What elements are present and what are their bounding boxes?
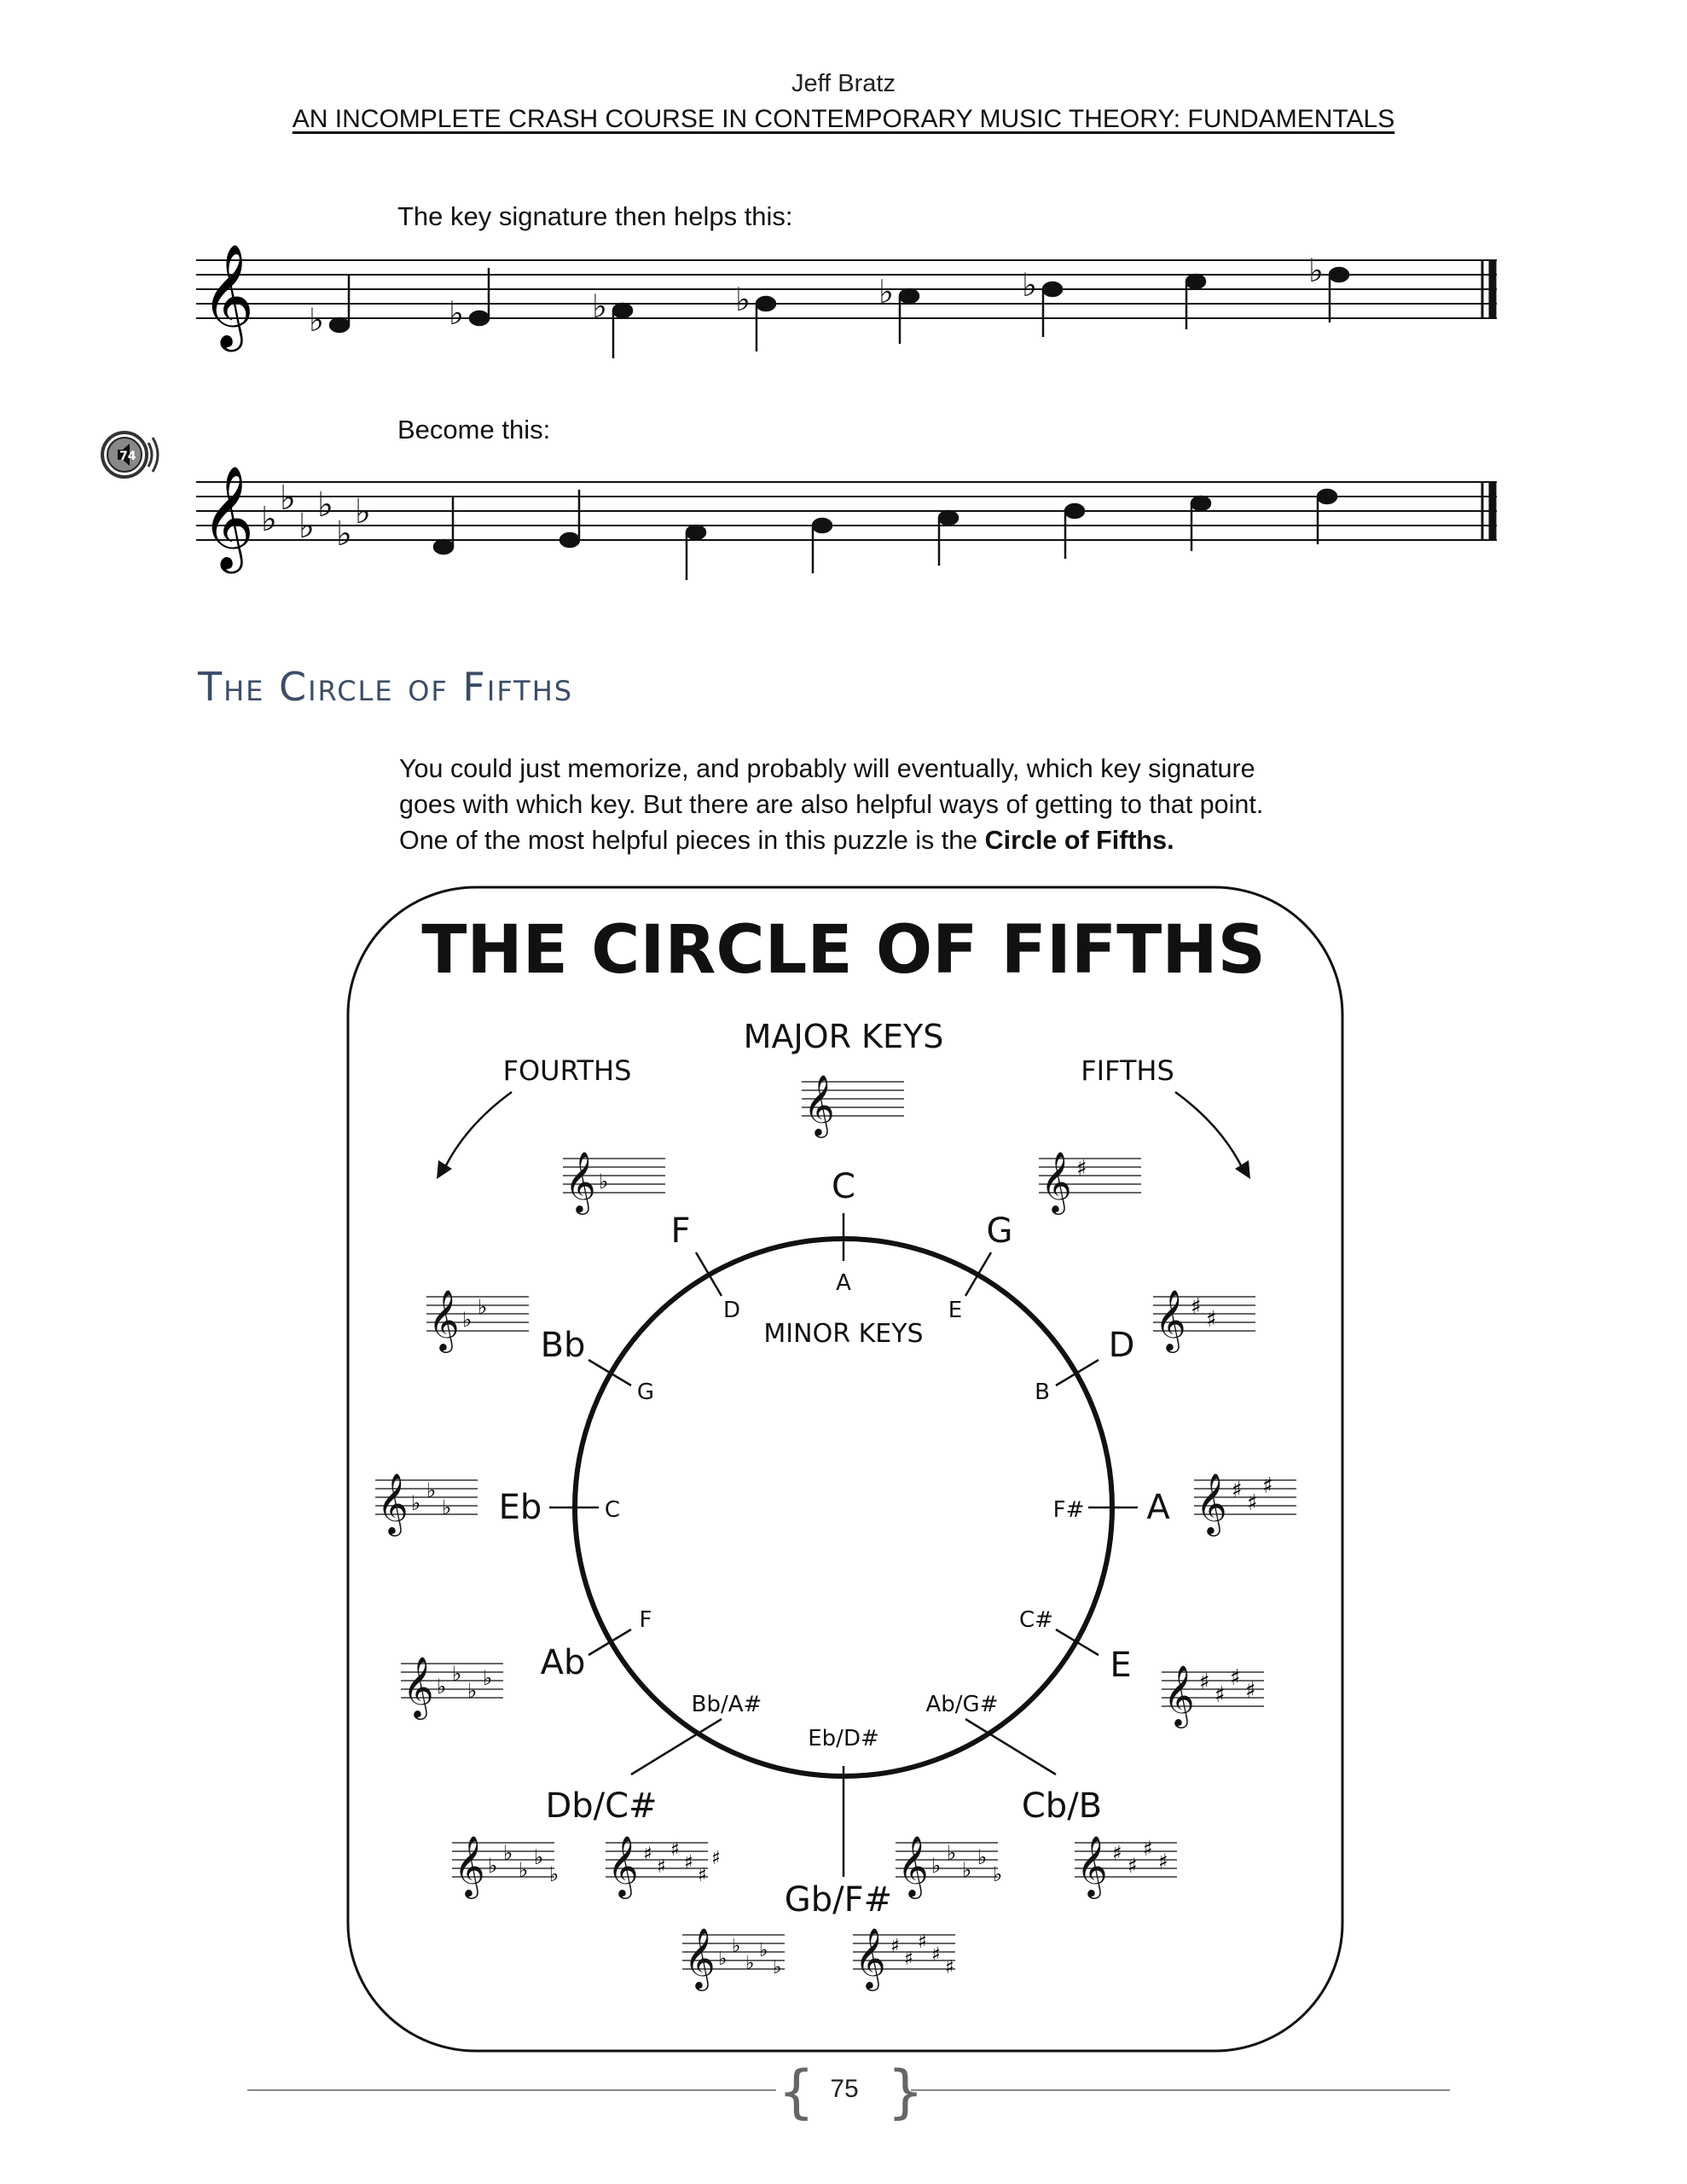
svg-text:♭: ♭	[483, 1666, 493, 1690]
svg-text:♭: ♭	[462, 1308, 472, 1332]
svg-text:♯: ♯	[711, 1848, 721, 1869]
svg-text:♭: ♭	[478, 1295, 488, 1319]
svg-text:♭: ♭	[299, 507, 315, 546]
svg-text:♯: ♯	[643, 1844, 652, 1865]
body-line: One of the most helpful pieces in this puzzle is the Circle of Fifths.	[399, 826, 1174, 855]
minor-key-label: F#	[1052, 1497, 1085, 1523]
svg-text:♯: ♯	[931, 1944, 941, 1966]
minor-key-label: B	[1035, 1380, 1050, 1405]
fourths-label: FOURTHS	[502, 1054, 632, 1087]
svg-text:♯: ♯	[890, 1936, 900, 1957]
svg-text:♯: ♯	[1158, 1850, 1168, 1873]
circle-of-fifths-term: Circle of Fifths.	[984, 826, 1174, 855]
key-signature-staff-ab	[401, 1655, 503, 1720]
svg-text:♭: ♭	[592, 288, 607, 325]
minor-key-label: A	[836, 1270, 851, 1296]
key-signature-staff-g	[1039, 1150, 1141, 1215]
svg-text:♯: ♯	[1206, 1307, 1217, 1333]
key-signature-staff-e	[1162, 1664, 1264, 1728]
svg-text:♯: ♯	[1128, 1854, 1138, 1878]
svg-text:♭: ♭	[336, 514, 352, 554]
key-signature-staff-f	[563, 1150, 665, 1215]
body-line: You could just memorize, and probably will eventually, which key signature	[399, 754, 1255, 783]
major-key-label: Ab	[540, 1643, 586, 1682]
svg-text:♭: ♭	[1308, 252, 1324, 289]
major-key-label: Gb/F#	[784, 1880, 893, 1920]
svg-text:♯: ♯	[1262, 1473, 1273, 1499]
major-key-label: Cb/B	[1021, 1786, 1103, 1826]
major-key-label: C	[832, 1167, 855, 1206]
svg-text:♭: ♭	[503, 1841, 513, 1865]
minor-key-label: G	[636, 1380, 655, 1405]
svg-text:♯: ♯	[1199, 1670, 1210, 1695]
minor-key-label: Eb/D#	[808, 1726, 879, 1751]
key-signature-staff-db	[452, 1834, 559, 1899]
svg-text:♯: ♯	[904, 1949, 913, 1970]
svg-text:♭: ♭	[519, 1858, 529, 1882]
minor-key-label: Ab/G#	[925, 1692, 999, 1717]
major-keys-label: MAJOR KEYS	[743, 1018, 944, 1055]
svg-text:♯: ♯	[1191, 1294, 1202, 1320]
figure-title: THE CIRCLE OF FIFTHS	[421, 912, 1266, 989]
svg-text:♯: ♯	[657, 1856, 666, 1878]
svg-text:74: 74	[119, 450, 136, 463]
major-key-label: A	[1146, 1488, 1170, 1527]
minor-key-label: Bb/A#	[691, 1692, 762, 1717]
svg-text:♭: ♭	[962, 1858, 972, 1882]
fourths-arrow-icon	[443, 1092, 512, 1170]
svg-text:♯: ♯	[945, 1957, 954, 1978]
svg-text:♯: ♯	[1247, 1490, 1258, 1516]
key-signature-staff-cs	[606, 1834, 721, 1899]
page-number: 75	[830, 2075, 859, 2103]
fifths-arrow-icon	[1175, 1092, 1244, 1170]
key-signature-staff-bb	[426, 1288, 529, 1353]
svg-text:♭: ♭	[467, 1679, 478, 1703]
major-key-label: Db/C#	[545, 1786, 658, 1826]
right-bracket-icon: }	[887, 2059, 925, 2124]
svg-text:♯: ♯	[1215, 1682, 1226, 1708]
major-key-label: D	[1108, 1326, 1135, 1365]
svg-text:♭: ♭	[773, 1957, 782, 1978]
body-line: goes with which key. But there are also helpful ways of getting to that point.	[399, 790, 1264, 819]
svg-text:♭: ♭	[355, 492, 371, 531]
svg-text:♯: ♯	[684, 1852, 693, 1873]
svg-text:♭: ♭	[745, 1953, 755, 1974]
svg-text:♯: ♯	[1076, 1156, 1087, 1182]
svg-text:♯: ♯	[1143, 1837, 1153, 1861]
key-signature-staff-cb	[896, 1834, 1002, 1899]
svg-text:♭: ♭	[452, 1662, 462, 1686]
svg-text:♯: ♯	[1112, 1841, 1122, 1865]
svg-text:♭: ♭	[878, 273, 894, 311]
key-signature-staff-a	[1194, 1472, 1296, 1536]
svg-text:♯: ♯	[1245, 1678, 1256, 1704]
svg-text:♭: ♭	[534, 1845, 544, 1869]
circle-of-fifths-figure: 𝄞 THE CIRCLE OF FIFTHS MAJOR KEYS FOURTHS FIFTHS MINOR KEYS C G D A E Cb/B Gb/F# Db/C# Ab Eb Bb F A E B F# C# Ab/G# Eb/D# Bb/A# F C G D ♯ ♯ ♯ ♯ ♯♯ ♯ ♯♯ ♯ ♭♭♭♭♭ ♯♯♯♯ ♭♭♭♭♭ ♯♯♯♯♯♯ ♭♭♭♭♭ ♯♯♯♯♯ ♭♭♭♭ ♭♭♭ ♭♭ ♭	[0, 0, 1687, 2184]
svg-text:♭: ♭	[426, 1478, 437, 1502]
header-author: Jeff Bratz	[791, 70, 896, 97]
svg-text:♭: ♭	[411, 1491, 421, 1515]
svg-text:♭: ♭	[442, 1496, 452, 1519]
fifths-label: FIFTHS	[1081, 1054, 1174, 1087]
major-key-label: Bb	[540, 1326, 586, 1365]
svg-text:♭: ♭	[732, 1936, 741, 1957]
svg-text:♭: ♭	[993, 1862, 1003, 1886]
svg-text:♯: ♯	[1230, 1665, 1241, 1691]
key-signature-staff-c	[802, 1073, 904, 1138]
svg-text:♭: ♭	[449, 294, 464, 332]
key-signature-staff-d	[1153, 1288, 1255, 1353]
svg-text:♭: ♭	[1022, 266, 1037, 304]
svg-text:♭: ♭	[437, 1675, 447, 1699]
svg-text:♯: ♯	[1232, 1478, 1243, 1503]
svg-text:♭: ♭	[317, 485, 333, 525]
minor-key-label: F	[639, 1607, 652, 1633]
svg-text:♯: ♯	[918, 1931, 927, 1953]
major-key-label: Eb	[498, 1488, 542, 1527]
svg-text:♭: ♭	[931, 1854, 942, 1878]
major-key-label: E	[1110, 1646, 1132, 1685]
example1-caption: The key signature then helps this:	[397, 201, 793, 231]
minor-key-label: C#	[1019, 1607, 1053, 1633]
section-heading: The Circle of Fifths	[198, 664, 574, 710]
major-key-label: G	[986, 1211, 1013, 1251]
key-signature-staff-fs	[853, 1926, 955, 1991]
svg-text:♭: ♭	[759, 1940, 768, 1961]
left-bracket-icon: {	[778, 2059, 815, 2124]
svg-text:♭: ♭	[599, 1170, 609, 1194]
key-signature-staff-gb	[682, 1926, 785, 1991]
major-key-label: F	[670, 1211, 691, 1251]
minor-key-label: C	[604, 1497, 621, 1523]
key-signature-staff-b	[1075, 1834, 1177, 1899]
treble-clef-icon: 𝄞	[201, 243, 255, 347]
treble-clef-icon: 𝄞	[201, 465, 255, 569]
svg-text:♭: ♭	[309, 301, 324, 339]
svg-text:♭: ♭	[947, 1841, 957, 1865]
svg-text:♭: ♭	[718, 1949, 728, 1970]
key-signature-staff-eb	[375, 1472, 478, 1536]
minor-key-label: D	[722, 1298, 741, 1323]
svg-text:♯: ♯	[698, 1865, 707, 1886]
svg-text:♭: ♭	[735, 281, 751, 318]
svg-text:♭: ♭	[261, 500, 277, 539]
example2-caption: Become this:	[397, 415, 551, 444]
svg-text:♯: ♯	[670, 1839, 680, 1861]
minor-key-label: E	[948, 1298, 963, 1323]
svg-text:♭: ♭	[488, 1854, 498, 1878]
header-book-title: AN INCOMPLETE CRASH COURSE IN CONTEMPORARY MUSIC THEORY: FUNDAMENTALS	[292, 105, 1395, 133]
minor-keys-label: MINOR KEYS	[763, 1319, 924, 1349]
svg-text:♭: ♭	[280, 479, 296, 518]
svg-text:♭: ♭	[977, 1845, 988, 1869]
svg-text:♭: ♭	[549, 1862, 559, 1886]
